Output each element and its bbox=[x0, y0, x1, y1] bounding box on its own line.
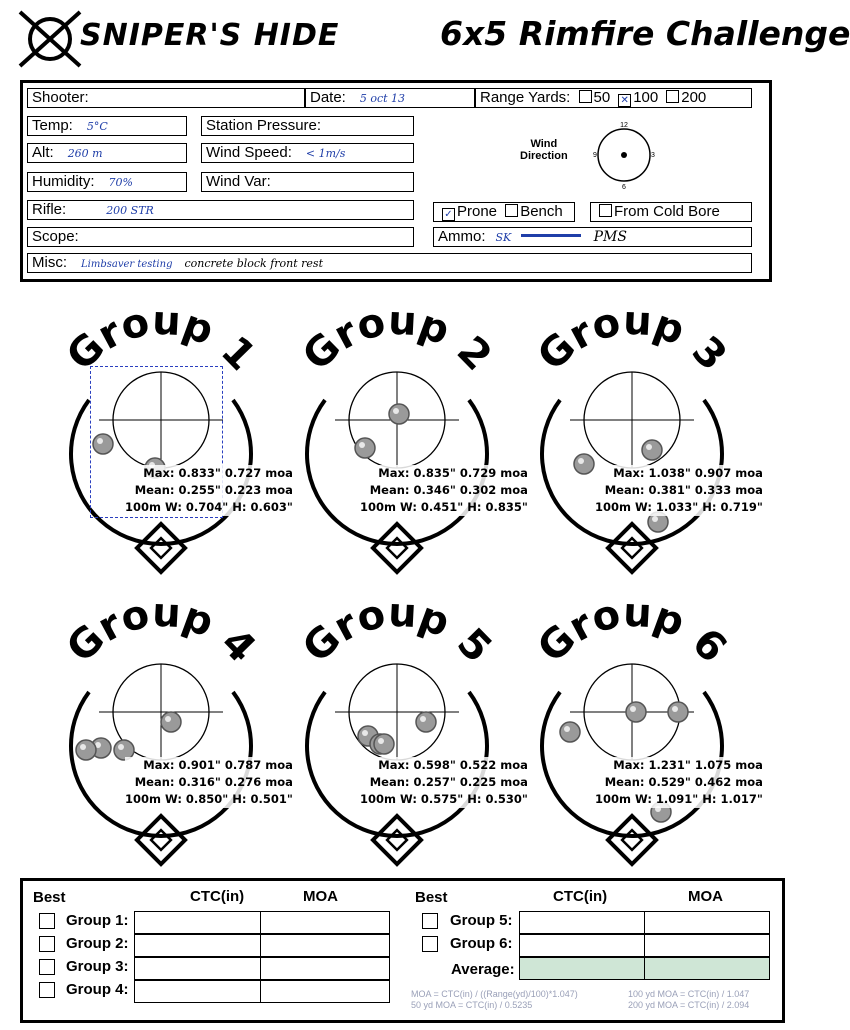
moa-cell[interactable] bbox=[260, 934, 390, 957]
group-3-mean: Mean: 0.381" 0.333 moa bbox=[604, 483, 763, 497]
group-title: Group 5 bbox=[294, 589, 501, 672]
bullet-hole-highlight bbox=[378, 738, 384, 744]
bullet-hole-highlight bbox=[578, 458, 584, 464]
best-header-left: Best bbox=[33, 889, 66, 906]
ctc-cell[interactable] bbox=[134, 934, 261, 957]
strikethrough-mark bbox=[521, 234, 581, 237]
average-label: Average: bbox=[451, 961, 515, 978]
group-2-stats bbox=[360, 465, 528, 516]
misc-value: Limbsaver testing bbox=[81, 259, 173, 270]
prone-label: Prone bbox=[457, 203, 498, 220]
range-200-label: 200 bbox=[681, 89, 707, 106]
misc-value-2: concrete block front rest bbox=[184, 257, 323, 270]
bullet-hole bbox=[416, 712, 436, 732]
range-50-checkbox[interactable] bbox=[579, 90, 592, 103]
wind-direction-label: Wind Direction bbox=[520, 138, 568, 162]
rifle-label: Rifle: bbox=[32, 201, 67, 218]
diamond-marker bbox=[373, 524, 421, 572]
group-title: Group 1 bbox=[58, 297, 265, 380]
right-best-checkbox-6[interactable] bbox=[422, 936, 438, 952]
bullet-hole bbox=[355, 438, 375, 458]
group-2-max: Max: 0.835" 0.729 moa bbox=[378, 466, 528, 480]
bullet-hole-highlight bbox=[630, 706, 636, 712]
diamond-marker bbox=[608, 524, 656, 572]
group-5-mean: Mean: 0.257" 0.225 moa bbox=[369, 775, 528, 789]
ctc-cell[interactable] bbox=[134, 980, 261, 1003]
group-row-label: Group 6: bbox=[450, 935, 513, 952]
group-5-wh: 100m W: 0.575" H: 0.530" bbox=[360, 792, 528, 806]
diamond-marker-inner bbox=[387, 830, 407, 850]
left-best-checkbox-4[interactable] bbox=[39, 982, 55, 998]
bullet-hole bbox=[642, 440, 662, 460]
bullet-hole-highlight bbox=[118, 744, 124, 750]
wind-var-field[interactable] bbox=[201, 172, 414, 192]
bullet-hole bbox=[389, 404, 409, 424]
group-6-max: Max: 1.231" 1.075 moa bbox=[613, 758, 763, 772]
ammo-value: SK bbox=[495, 231, 512, 244]
range-100-checkbox[interactable]: ✕ bbox=[618, 94, 631, 107]
station-pressure-label: Station Pressure: bbox=[206, 117, 322, 134]
best-header-right: Best bbox=[415, 889, 448, 906]
alt-value: 260 m bbox=[67, 147, 103, 160]
scope-field[interactable] bbox=[27, 227, 414, 247]
ctc-header-left: CTC(in) bbox=[190, 888, 245, 905]
station-pressure-field[interactable] bbox=[201, 116, 414, 136]
bullet-hole-highlight bbox=[165, 716, 171, 722]
formula-50yd: 50 yd MOA = CTC(in) / 0.5235 bbox=[411, 1000, 533, 1010]
left-best-checkbox-3[interactable] bbox=[39, 959, 55, 975]
diamond-marker-inner bbox=[622, 830, 642, 850]
group-row-label: Group 2: bbox=[66, 935, 129, 952]
wind-speed-value: < 1m/s bbox=[305, 147, 346, 160]
crosshair-logo-icon bbox=[20, 12, 80, 66]
group-4-mean: Mean: 0.316" 0.276 moa bbox=[134, 775, 293, 789]
group-1-stats bbox=[125, 465, 293, 516]
group-2-mean: Mean: 0.346" 0.302 moa bbox=[369, 483, 528, 497]
formula-100yd: 100 yd MOA = CTC(in) / 1.047 bbox=[628, 989, 750, 999]
target-group-2 bbox=[294, 298, 500, 572]
bullet-hole-highlight bbox=[393, 408, 399, 414]
cold-bore-field bbox=[590, 202, 752, 222]
scope-label: Scope: bbox=[32, 228, 79, 245]
moa-header-right: MOA bbox=[688, 888, 723, 905]
ctc-header-right: CTC(in) bbox=[553, 888, 608, 905]
alt-field[interactable] bbox=[27, 143, 187, 163]
ctc-cell[interactable] bbox=[519, 934, 645, 957]
moa-header-left: MOA bbox=[303, 888, 338, 905]
target-group-6 bbox=[529, 590, 735, 864]
bullet-hole bbox=[574, 454, 594, 474]
group-3-stats bbox=[595, 465, 763, 516]
range-label: Range Yards: bbox=[480, 89, 571, 106]
ctc-cell[interactable] bbox=[519, 911, 645, 934]
right-best-checkbox-5[interactable] bbox=[422, 913, 438, 929]
group-title: Group 4 bbox=[58, 589, 265, 672]
results-table bbox=[20, 878, 785, 1023]
ctc-cell[interactable] bbox=[134, 911, 261, 934]
clock-9: 9 bbox=[593, 152, 597, 159]
moa-cell[interactable] bbox=[644, 911, 770, 934]
diamond-marker bbox=[373, 816, 421, 864]
bullet-hole-highlight bbox=[672, 706, 678, 712]
clock-3: 3 bbox=[651, 152, 655, 159]
alt-label: Alt: bbox=[32, 144, 54, 161]
temp-value: 5°C bbox=[86, 120, 108, 133]
bullet-hole bbox=[76, 740, 96, 760]
bullet-hole-highlight bbox=[646, 444, 652, 450]
group-4-wh: 100m W: 0.850" H: 0.501" bbox=[125, 792, 293, 806]
clock-6: 6 bbox=[622, 184, 626, 191]
range-200-checkbox[interactable] bbox=[666, 90, 679, 103]
moa-cell[interactable] bbox=[260, 957, 390, 980]
group-4-max: Max: 0.901" 0.787 moa bbox=[143, 758, 293, 772]
group-1-mean: Mean: 0.255" 0.223 moa bbox=[134, 483, 293, 497]
group-5-max: Max: 0.598" 0.522 moa bbox=[378, 758, 528, 772]
group-4-stats bbox=[125, 757, 293, 808]
ctc-cell[interactable] bbox=[134, 957, 261, 980]
range-field bbox=[475, 88, 752, 108]
wind-speed-field[interactable] bbox=[201, 143, 414, 163]
group-title: Group 3 bbox=[529, 297, 736, 380]
bench-checkbox[interactable] bbox=[505, 204, 518, 217]
bullet-hole bbox=[374, 734, 394, 754]
page-title: 6x5 Rimfire Challenge bbox=[440, 14, 850, 53]
wind-direction-clock[interactable] bbox=[591, 119, 657, 193]
formula-moa: MOA = CTC(in) / ((Range(yd)/100)*1.047) bbox=[411, 989, 578, 999]
diamond-marker bbox=[137, 524, 185, 572]
group-row-label: Group 3: bbox=[66, 958, 129, 975]
diamond-marker bbox=[608, 816, 656, 864]
date-value: 5 oct 13 bbox=[359, 92, 406, 105]
diamond-marker-inner bbox=[387, 538, 407, 558]
moa-cell[interactable] bbox=[260, 911, 390, 934]
bullet-hole bbox=[668, 702, 688, 722]
misc-field[interactable] bbox=[27, 253, 752, 273]
group-row-label: Group 4: bbox=[66, 981, 129, 998]
misc-label: Misc: bbox=[32, 254, 67, 271]
humidity-label: Humidity: bbox=[32, 173, 95, 190]
bullet-hole-highlight bbox=[80, 744, 86, 750]
clock-12: 12 bbox=[620, 122, 628, 129]
ammo-label: Ammo: bbox=[438, 228, 486, 245]
target-group-5 bbox=[294, 590, 500, 864]
temp-field[interactable] bbox=[27, 116, 187, 136]
diamond-marker bbox=[137, 816, 185, 864]
shooter-field[interactable] bbox=[27, 88, 305, 108]
bullet-hole-highlight bbox=[359, 442, 365, 448]
target-group-4 bbox=[58, 590, 264, 864]
date-field[interactable] bbox=[305, 88, 475, 108]
formula-200yd: 200 yd MOA = CTC(in) / 2.094 bbox=[628, 1000, 750, 1010]
logo-text: SNIPER'S HIDE bbox=[80, 18, 340, 53]
prone-checkbox[interactable]: ✓ bbox=[442, 208, 455, 221]
group-6-wh: 100m W: 1.091" H: 1.017" bbox=[595, 792, 763, 806]
diamond-marker-inner bbox=[622, 538, 642, 558]
group-3-max: Max: 1.038" 0.907 moa bbox=[613, 466, 763, 480]
average-ctc-cell[interactable] bbox=[519, 957, 645, 980]
target-group-3 bbox=[529, 298, 735, 572]
humidity-field[interactable] bbox=[27, 172, 187, 192]
group-6-mean: Mean: 0.529" 0.462 moa bbox=[604, 775, 763, 789]
info-form bbox=[20, 80, 772, 282]
wind-var-label: Wind Var: bbox=[206, 173, 271, 190]
humidity-value: 70% bbox=[108, 176, 133, 189]
ammo-field[interactable] bbox=[433, 227, 752, 247]
bullet-hole-highlight bbox=[420, 716, 426, 722]
diamond-marker-inner bbox=[151, 830, 171, 850]
moa-cell[interactable] bbox=[260, 980, 390, 1003]
bullet-hole-highlight bbox=[362, 730, 368, 736]
bench-label: Bench bbox=[520, 203, 563, 220]
bullet-hole bbox=[161, 712, 181, 732]
ammo-value-2: PMS bbox=[593, 229, 627, 245]
bullet-hole bbox=[626, 702, 646, 722]
rifle-field[interactable] bbox=[27, 200, 414, 220]
group-row-label: Group 1: bbox=[66, 912, 129, 929]
group-row-label: Group 5: bbox=[450, 912, 513, 929]
bullet-hole-highlight bbox=[652, 516, 658, 522]
left-best-checkbox-2[interactable] bbox=[39, 936, 55, 952]
bullet-hole-highlight bbox=[564, 726, 570, 732]
left-best-checkbox-1[interactable] bbox=[39, 913, 55, 929]
temp-label: Temp: bbox=[32, 117, 73, 134]
group-title: Group 2 bbox=[294, 297, 501, 380]
group-title: Group 6 bbox=[529, 589, 736, 672]
group-1-wh: 100m W: 0.704" H: 0.603" bbox=[125, 500, 293, 514]
cold-bore-label: From Cold Bore bbox=[614, 203, 720, 220]
shooter-label: Shooter: bbox=[32, 89, 89, 106]
group-1-max: Max: 0.833" 0.727 moa bbox=[143, 466, 293, 480]
group-5-stats bbox=[360, 757, 528, 808]
position-field bbox=[433, 202, 575, 222]
group-2-wh: 100m W: 0.451" H: 0.835" bbox=[360, 500, 528, 514]
moa-cell[interactable] bbox=[644, 934, 770, 957]
range-100-label: 100 bbox=[633, 89, 659, 106]
rifle-value: 200 STR bbox=[106, 204, 154, 217]
diamond-marker-inner bbox=[151, 538, 171, 558]
wind-speed-label: Wind Speed: bbox=[206, 144, 292, 161]
group-3-wh: 100m W: 1.033" H: 0.719" bbox=[595, 500, 763, 514]
group-6-stats bbox=[595, 757, 763, 808]
bullet-hole bbox=[560, 722, 580, 742]
cold-bore-checkbox[interactable] bbox=[599, 204, 612, 217]
range-50-label: 50 bbox=[593, 89, 611, 106]
date-label: Date: bbox=[310, 89, 346, 106]
average-moa-cell[interactable] bbox=[644, 957, 770, 980]
